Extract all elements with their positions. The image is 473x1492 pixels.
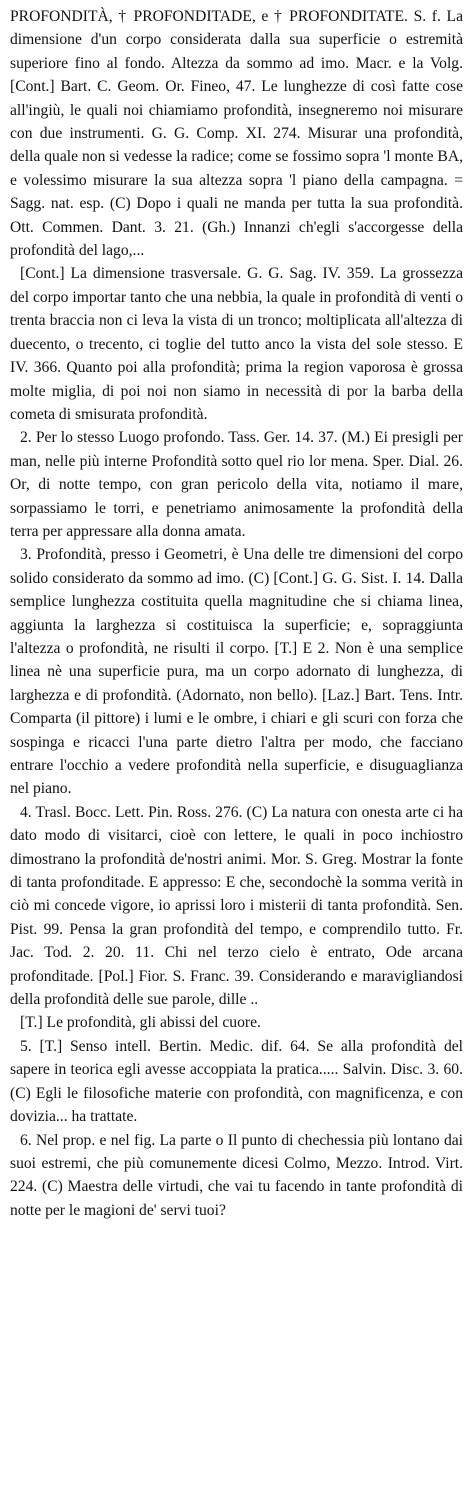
entry-paragraph-sense-5: 5. [T.] Senso intell. Bertin. Medic. dif. 64. Se alla profondità del sapere in teorica egli avesse accoppiata la pratica..... Salvin. Disc. 3. 60. (C) Egli le filosofiche materie con profondità, con magnificenza, e con dovizia... ha trattate.: [10, 1037, 463, 1126]
entry-paragraph-transverse: [Cont.] La dimensione trasversale. G. G. Sag. IV. 359. La grossezza del corpo importar tanto che una nebbia, la quale in profondità di venti o trenta braccia non ci leva la vista di un tronco; moltiplicata all'altezza di duecento, o trecento, ci toglie del tutto anco la vista del sole stesso. E IV. 366. Quanto poi alla profondità; prima la region vaporosa è grossa molte miglia, di poi noi non siamo in necessità di por la barba della cometa di smisurata profondità.: [10, 265, 463, 423]
entry-paragraph-sense-2: 2. Per lo stesso Luogo profondo. Tass. Ger. 14. 37. (M.) Ei presigli per man, nelle più interne Profondità sotto quel rio lor mena. Sper. Dial. 26. Or, di notte tempo, con gran pericolo della vita, notiamo il mare, sorpassiamo le torri, e penetriamo animosamente la profondità della terra per appressare alla donna amata.: [10, 429, 463, 540]
entry-paragraph-sense-4: 4. Trasl. Bocc. Lett. Pin. Ross. 276. (C) La natura con onesta arte ci ha dato modo di visitarci, cioè con lettere, le quali in poco inchiostro dimostrano la profondità de'nostri animi. Mor. S. Greg. Mostrar la fonte di tanta profonditade. E appresso: E che, secondochè la somma verità in ciò mi concede vigore, io aprissi loro i misterii di tanta profondità. Sen. Pist. 99. Pensa la gran profondità del tempo, e comprendilo tutto. Fr. Jac. Tod. 2. 20. 11. Chi nel terzo cielo è entrato, Ode arcana profonditade. [Pol.] Fior. S. Franc. 39. Considerando e maravigliandosi della profondità delle sue parole, dille ..: [10, 803, 463, 1009]
entry-paragraph-main: PROFONDITÀ, † PROFONDITADE, e † PROFONDITATE. S. f. La dimensione d'un corpo considerata dalla sua superficie o estremità superiore fino al fondo. Altezza da sommo ad imo. Macr. e la Volg. [Cont.] Bart. C. Geom. Or. Fineo, 47. Le lunghezze di così fatte cose all'ingiù, le quali noi chiamiamo profondità, insegneremo noi misurare con due instrumenti. G. G. Comp. XI. 274. Misurar una profondità, della quale non si vedesse la radice; come se fossimo sopra 'l monte BA, e volessimo misurare la sua altezza sopra 'l piano della campagna. = Sagg. nat. esp. (C) Dopo i quali ne manda per tutta la sua profondità. Ott. Commen. Dant. 3. 21. (Gh.) Innanzi ch'egli s'accorgesse della profondità del lago,...: [10, 8, 463, 260]
entry-paragraph-sense-6: 6. Nel prop. e nel fig. La parte o Il punto di chechessia più lontano dai suoi estremi, che più comunemente dicesi Colmo, Mezzo. Introd. Virt. 224. (C) Maestra delle virtudi, che vai tu facendo in tante profondità di notte per le magioni de' servi tuoi?: [10, 1131, 463, 1219]
entry-paragraph-sense-3: 3. Profondità, presso i Geometri, è Una delle tre dimensioni del corpo solido considerato da sommo ad imo. (C) [Cont.] G. G. Sist. I. 14. Dalla semplice lunghezza costituita quella magnitudine che si chiama linea, aggiunta la larghezza si costituisca la superficie; e, sopraggiunta l'altezza o profondità, ne risulti il corpo. [T.] E 2. Non è una semplice linea nè una superficie pura, ma un corpo adornato di lunghezza, di larghezza e di profondità. (Adornato, non bello). [Laz.] Bart. Tens. Intr. Comparta (il pittore) i lumi e le ombre, i chiari e gli scuri con forza che sospinga e ricacci l'una parte dietro l'altra per modo, che facciano entrare l'occhio a vedere profondità nella superficie, e disuguaglianza nel piano.: [10, 546, 463, 798]
entry-paragraph-heart: [T.] Le profondità, gli abissi del cuore.: [20, 1014, 261, 1032]
